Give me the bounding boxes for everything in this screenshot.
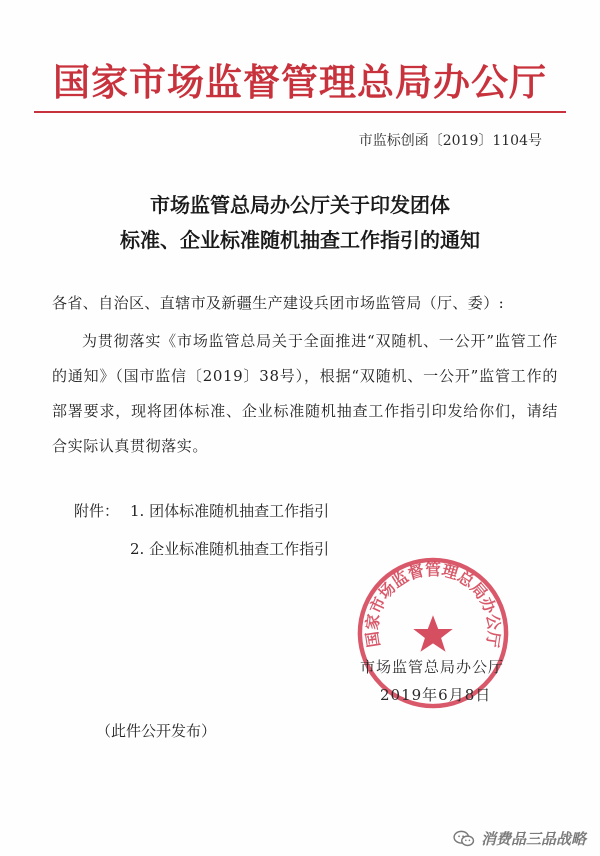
wechat-icon: [453, 830, 475, 848]
attachments-block: [74, 492, 329, 568]
attachment-item-text: 1. 团体标准随机抽查工作指引: [130, 502, 330, 520]
document-number: 市监标创函〔2019〕1104号: [358, 133, 542, 149]
attachment-item: [74, 530, 329, 568]
watermark-text: 消费品三品战略: [480, 830, 586, 848]
document-title-line-2: 标准、企业标准随机抽查工作指引的通知: [120, 228, 480, 252]
seal-text: 国家市场监督管理总局办公厅: [362, 559, 504, 649]
attachments-label: 附件：: [74, 502, 120, 520]
attachment-item-text: 2. 企业标准随机抽查工作指引: [130, 540, 330, 558]
issue-date: 2019年6月8日: [380, 686, 492, 704]
addressee-line: 各省、自治区、直辖市及新疆生产建设兵团市场监管局（厅、委）:: [52, 294, 505, 312]
agency-header-title: 国家市场监督管理总局办公厅: [53, 61, 547, 104]
issuer-signature: 市场监管总局办公厅: [360, 658, 505, 676]
body-paragraph: 为贯彻落实《市场监管总局关于全面推进“双随机、一公开”监管工作的通知》（国市监信〔2019〕38号），根据“双随机、一公开”监管工作的部署要求，现将团体标准、企业标准随机抽查工作指引印发给你们，请结合实际认真贯彻落实。: [52, 332, 558, 455]
document-title-line-1: 市场监管总局办公厅关于印发团体: [150, 193, 450, 217]
star-icon: [413, 615, 453, 652]
attachment-item: [74, 492, 329, 530]
publish-note: （此件公开发布）: [96, 722, 217, 740]
source-watermark: [453, 828, 586, 849]
document-title: [0, 188, 600, 258]
header-red-rule: [34, 111, 566, 113]
